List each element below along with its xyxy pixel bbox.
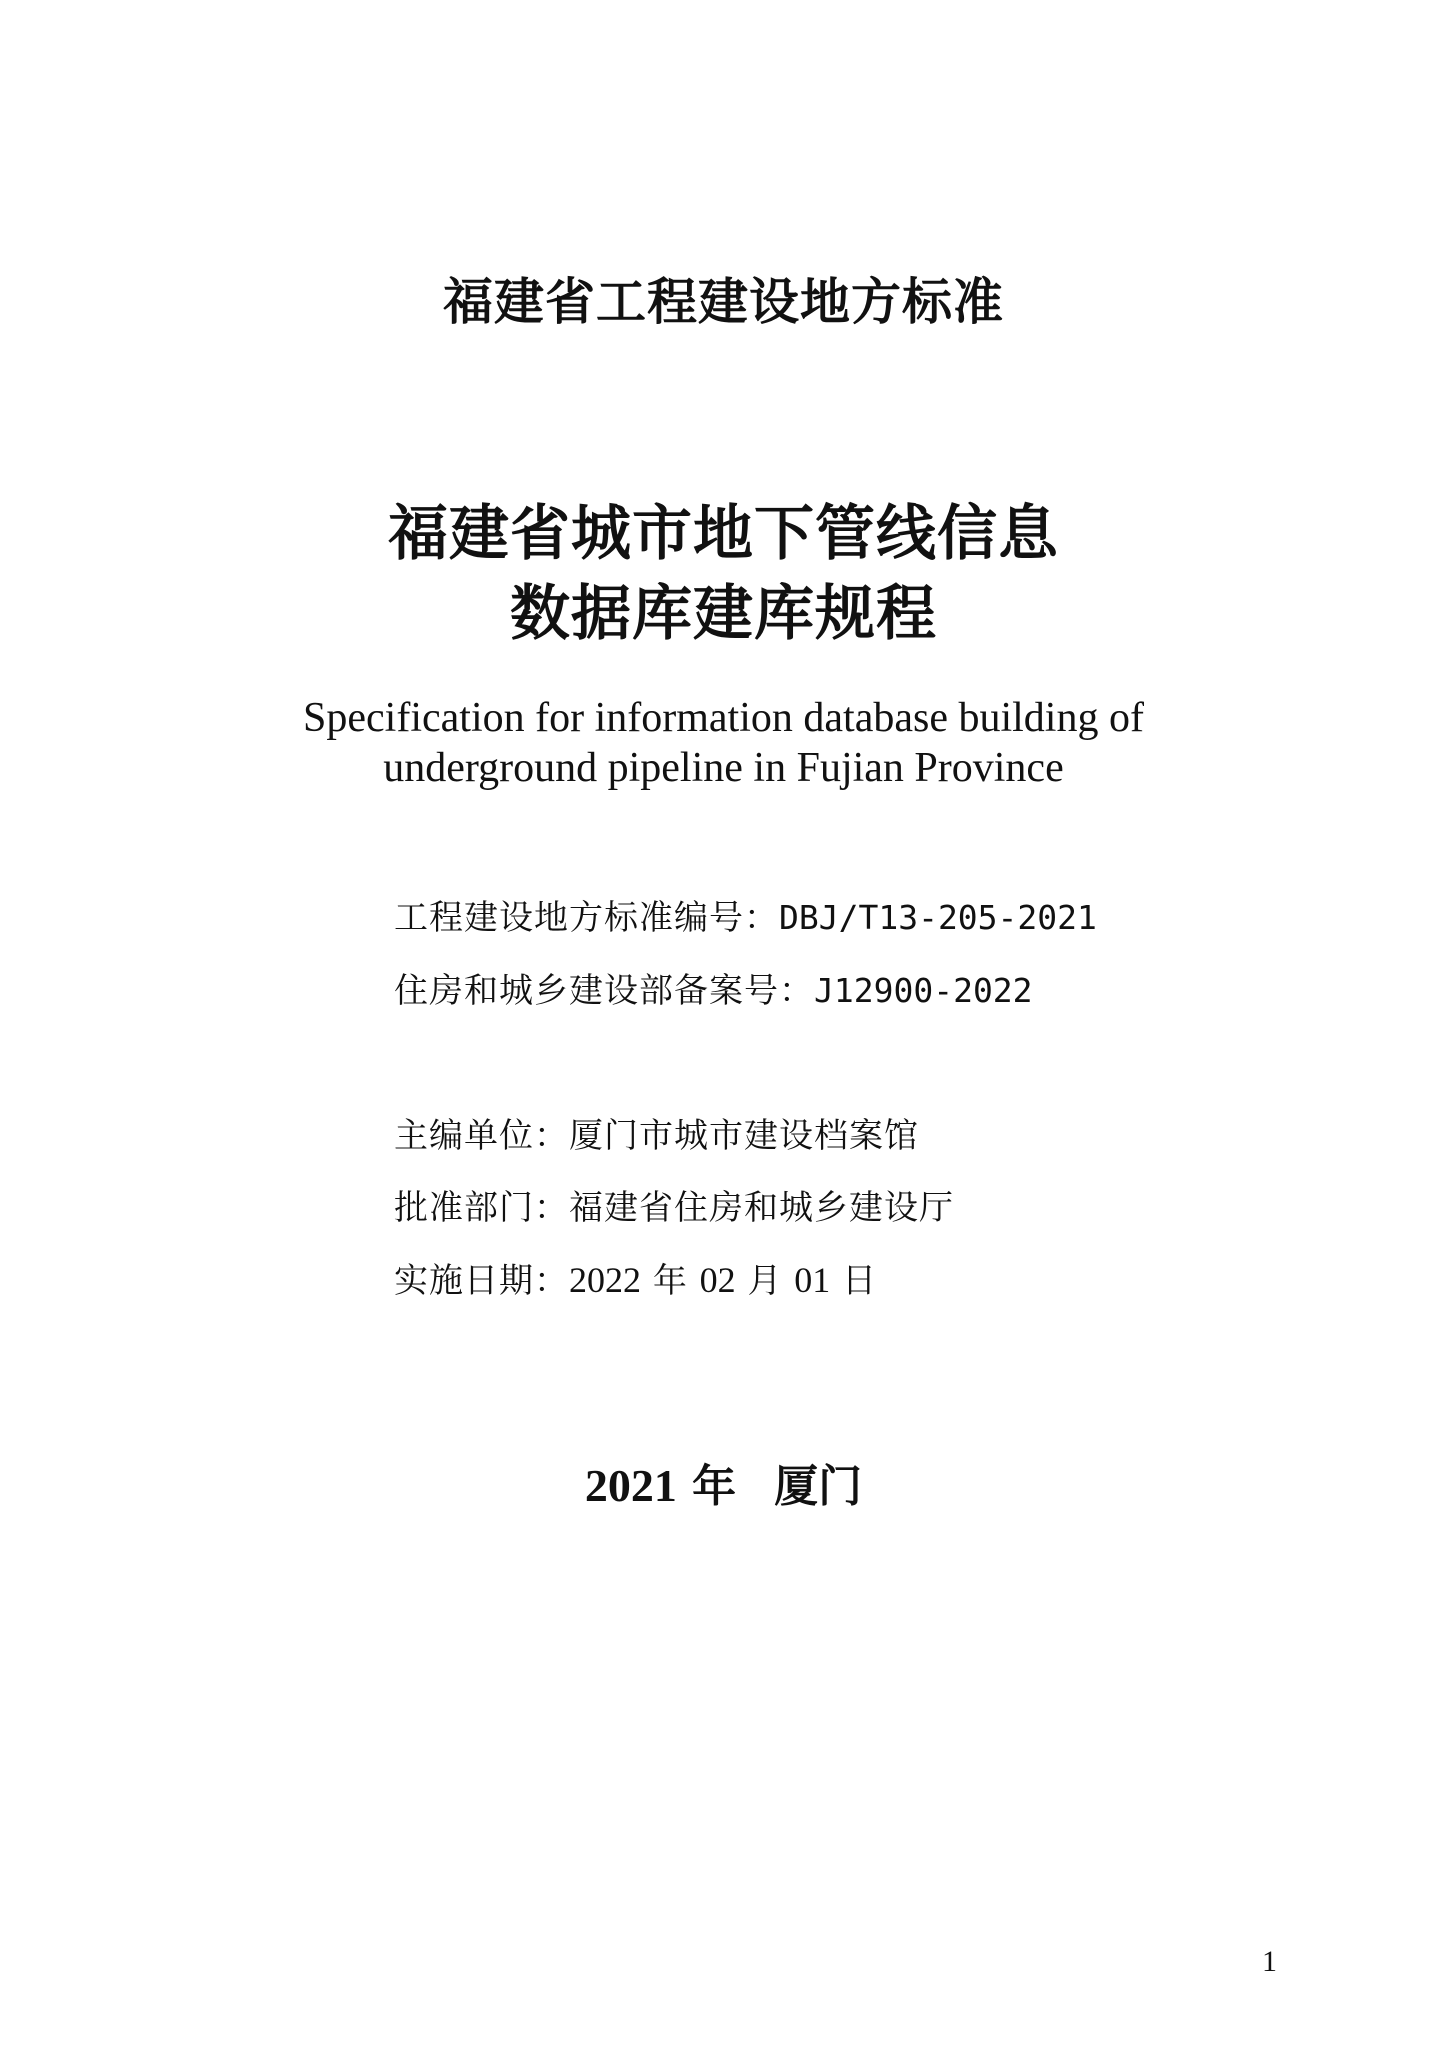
effective-year: 2022 (569, 1260, 641, 1300)
record-number-label: 住房和城乡建设部备案号： (394, 971, 814, 1011)
english-title-line-2: underground pipeline in Fujian Province (383, 745, 1064, 791)
approval-department-label: 批准部门： (394, 1188, 569, 1228)
approval-department-value: 福建省住房和城乡建设厅 (569, 1188, 954, 1228)
document-title-line-2: 数据库建库规程 (510, 579, 937, 649)
publication-city: 厦门 (774, 1461, 863, 1512)
page-number: 1 (1262, 1945, 1277, 1978)
record-number-row (394, 963, 1033, 1012)
effective-date-row (394, 1253, 877, 1302)
standard-number-label: 工程建设地方标准编号： (394, 898, 779, 938)
chief-editor-label: 主编单位： (394, 1116, 569, 1156)
effective-year-unit: 年 (652, 1261, 688, 1301)
effective-date-label: 实施日期： (394, 1261, 569, 1301)
chief-editor-value: 厦门市城市建设档案馆 (569, 1116, 919, 1156)
record-number-value: J12900-2022 (814, 971, 1033, 1010)
standard-number-value: DBJ/T13-205-2021 (779, 898, 1097, 937)
chief-editor-row (394, 1108, 919, 1157)
publication-year: 2021 (584, 1460, 677, 1511)
series-title: 福建省工程建设地方标准 (443, 273, 1004, 331)
effective-day-unit: 日 (842, 1261, 878, 1301)
standard-number-row (394, 890, 1097, 939)
publication-footer (0, 1450, 1447, 1514)
effective-month: 02 (699, 1260, 736, 1300)
effective-month-unit: 月 (747, 1261, 783, 1301)
effective-day: 01 (794, 1260, 831, 1300)
publication-year-unit: 年 (692, 1461, 737, 1512)
approval-department-row (394, 1180, 954, 1229)
english-title-line-1: Specification for information database building of (303, 695, 1144, 741)
document-title-line-1: 福建省城市地下管线信息 (388, 499, 1059, 569)
